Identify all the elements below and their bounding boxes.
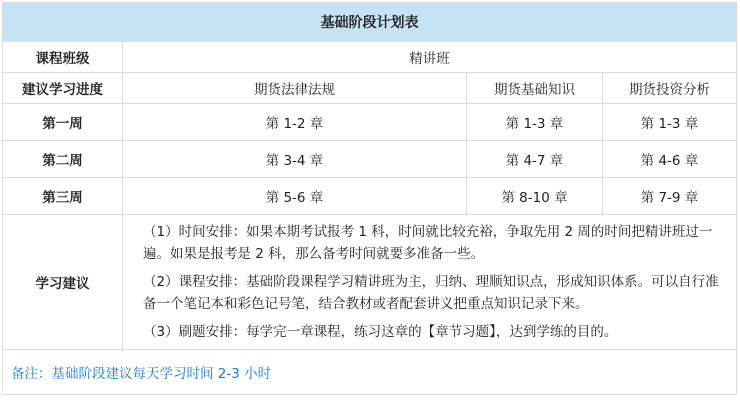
week-cell: 第 8-10 章 <box>467 178 603 215</box>
week-cell: 第 1-2 章 <box>123 104 467 141</box>
subject-header: 期货基础知识 <box>467 73 603 104</box>
week-label: 第一周 <box>3 104 123 141</box>
week-cell: 第 7-9 章 <box>603 178 737 215</box>
week-row <box>3 178 737 215</box>
note-text: 备注：基础阶段建议每天学习时间 2-3 小时 <box>3 350 737 395</box>
week-cell: 第 1-3 章 <box>467 104 603 141</box>
course-row <box>3 42 737 73</box>
table-title: 基础阶段计划表 <box>3 3 737 42</box>
week-cell: 第 4-7 章 <box>467 141 603 178</box>
plan-table <box>2 2 737 395</box>
note-row <box>3 350 737 395</box>
week-row <box>3 104 737 141</box>
week-row <box>3 141 737 178</box>
advice-paragraph: （2）课程安排：基础阶段课程学习精讲班为主，归纳、理顺知识点，形成知识体系。可以自行准备一个笔记本和彩色记号笔，结合教材或者配套讲义把重点知识记录下来。 <box>143 274 719 312</box>
subject-header: 期货法律法规 <box>123 73 467 104</box>
advice-paragraph: （1）时间安排：如果本期考试报考 1 科，时间就比较充裕，争取先用 2 周的时间把精讲班过一遍。如果是报考是 2 科，那么备考时间就要多准备一些。 <box>143 224 713 262</box>
advice-content <box>123 215 737 350</box>
course-value: 精讲班 <box>123 42 737 73</box>
advice-paragraph: （3）刷题安排：每学完一章课程，练习这章的【章节习题】，达到学练的目的。 <box>143 324 618 340</box>
week-label: 第二周 <box>3 141 123 178</box>
week-cell: 第 5-6 章 <box>123 178 467 215</box>
week-label: 第三周 <box>3 178 123 215</box>
advice-label: 学习建议 <box>3 215 123 350</box>
course-label: 课程班级 <box>3 42 123 73</box>
title-row <box>3 3 737 42</box>
subject-header-row <box>3 73 737 104</box>
advice-row <box>3 215 737 350</box>
week-cell: 第 4-6 章 <box>603 141 737 178</box>
subject-header: 期货投资分析 <box>603 73 737 104</box>
week-cell: 第 1-3 章 <box>603 104 737 141</box>
progress-label: 建议学习进度 <box>3 73 123 104</box>
week-cell: 第 3-4 章 <box>123 141 467 178</box>
